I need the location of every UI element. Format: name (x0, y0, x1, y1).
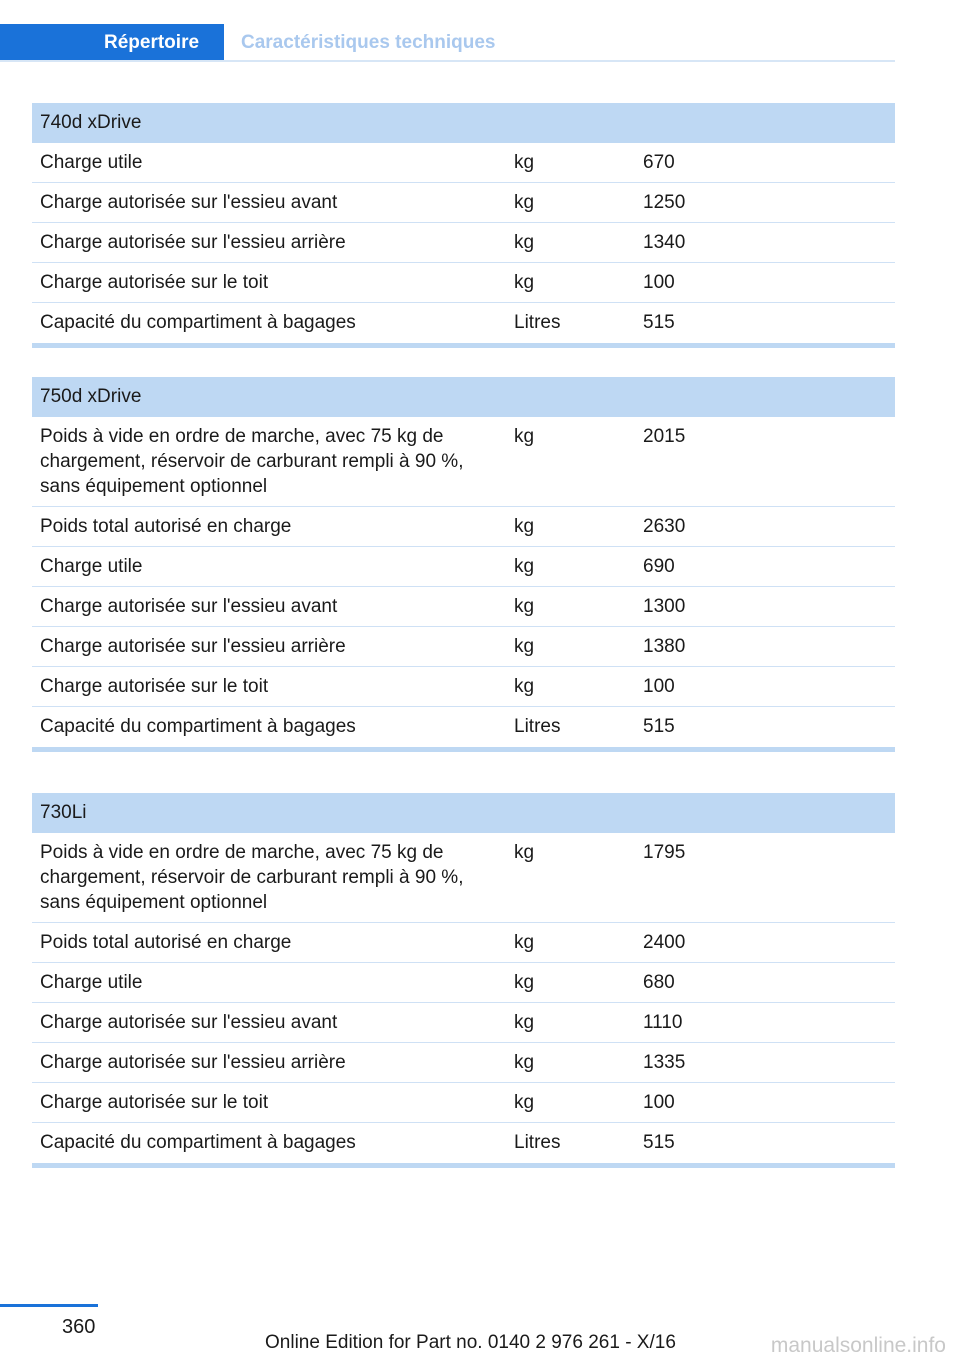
table-row (32, 707, 895, 747)
row-value: 1110 (643, 1012, 683, 1033)
spec-table-750d-xdrive (32, 377, 895, 752)
table-title: 750d xDrive (32, 377, 895, 417)
row-label: Charge utile (40, 152, 143, 173)
row-unit: kg (514, 1052, 535, 1073)
row-value: 515 (643, 716, 675, 737)
tab-caracteristiques-techniques[interactable]: Caractéristiques techniques (241, 32, 496, 53)
row-label: Poids à vide en ordre de marche, avec 75 kg de chargement, réservoir de carburant rempli à 90 %, sans équipement optionnel (40, 842, 464, 913)
row-label: Capacité du compartiment à bagages (40, 716, 356, 737)
row-label: Charge autorisée sur l'essieu avant (40, 192, 338, 213)
page-number: 360 (62, 1316, 96, 1338)
row-label: Charge autorisée sur le toit (40, 272, 269, 293)
table-bottom-rule (32, 747, 895, 752)
row-value: 100 (643, 272, 675, 293)
table-row (32, 627, 895, 667)
row-label: Poids total autorisé en charge (40, 516, 292, 537)
table-row (32, 923, 895, 963)
row-unit: kg (514, 636, 535, 657)
table-row (32, 1123, 895, 1163)
table-row (32, 963, 895, 1003)
row-value: 2630 (643, 516, 686, 537)
row-value: 100 (643, 1092, 675, 1113)
row-unit: Litres (514, 312, 561, 333)
row-unit: kg (514, 842, 535, 863)
row-unit: kg (514, 1012, 535, 1033)
row-value: 1340 (643, 232, 686, 253)
table-row (32, 183, 895, 223)
row-unit: kg (514, 232, 535, 253)
header-divider (0, 60, 895, 62)
table-row (32, 417, 895, 507)
table-row (32, 833, 895, 923)
row-label: Charge utile (40, 556, 143, 577)
watermark: manualsonline.info (770, 1334, 946, 1357)
row-unit: kg (514, 192, 535, 213)
table-row (32, 223, 895, 263)
row-label: Charge autorisée sur l'essieu arrière (40, 232, 346, 253)
row-value: 670 (643, 152, 675, 173)
table-row (32, 1083, 895, 1123)
row-unit: kg (514, 1092, 535, 1113)
page-header (0, 24, 895, 62)
row-value: 2400 (643, 932, 686, 953)
row-value: 690 (643, 556, 675, 577)
table-title: 740d xDrive (32, 103, 895, 143)
row-label: Charge autorisée sur le toit (40, 676, 269, 697)
table-bottom-rule (32, 1163, 895, 1168)
row-value: 515 (643, 312, 675, 333)
table-row (32, 143, 895, 183)
table-row (32, 667, 895, 707)
footer-accent-rule (0, 1304, 98, 1307)
table-row (32, 1043, 895, 1083)
row-label: Charge autorisée sur l'essieu arrière (40, 636, 346, 657)
table-row (32, 303, 895, 343)
row-unit: kg (514, 972, 535, 993)
row-label: Poids à vide en ordre de marche, avec 75 kg de chargement, réservoir de carburant rempli à 90 %, sans équipement optionnel (40, 426, 464, 497)
row-unit: Litres (514, 716, 561, 737)
row-label: Capacité du compartiment à bagages (40, 312, 356, 333)
row-value: 680 (643, 972, 675, 993)
row-unit: kg (514, 676, 535, 697)
row-value: 1380 (643, 636, 686, 657)
table-title: 730Li (32, 793, 895, 833)
row-value: 1250 (643, 192, 686, 213)
row-value: 1795 (643, 842, 686, 863)
edition-note: Online Edition for Part no. 0140 2 976 261 - X/16 (265, 1332, 676, 1353)
row-unit: kg (514, 426, 535, 447)
row-unit: kg (514, 516, 535, 537)
row-value: 100 (643, 676, 675, 697)
row-value: 1300 (643, 596, 686, 617)
table-row (32, 1003, 895, 1043)
row-label: Charge utile (40, 972, 143, 993)
row-value: 1335 (643, 1052, 686, 1073)
row-label: Poids total autorisé en charge (40, 932, 292, 953)
row-label: Charge autorisée sur l'essieu avant (40, 1012, 338, 1033)
row-unit: kg (514, 556, 535, 577)
row-unit: kg (514, 272, 535, 293)
row-unit: Litres (514, 1132, 561, 1153)
spec-table-740d-xdrive (32, 103, 895, 348)
table-row (32, 263, 895, 303)
row-label: Charge autorisée sur le toit (40, 1092, 269, 1113)
row-unit: kg (514, 596, 535, 617)
table-row (32, 587, 895, 627)
row-label: Charge autorisée sur l'essieu arrière (40, 1052, 346, 1073)
tab-repertoire[interactable]: Répertoire (0, 24, 224, 62)
row-label: Capacité du compartiment à bagages (40, 1132, 356, 1153)
row-label: Charge autorisée sur l'essieu avant (40, 596, 338, 617)
row-unit: kg (514, 932, 535, 953)
table-row (32, 547, 895, 587)
row-value: 515 (643, 1132, 675, 1153)
table-bottom-rule (32, 343, 895, 348)
row-unit: kg (514, 152, 535, 173)
row-value: 2015 (643, 426, 686, 447)
spec-table-730li (32, 793, 895, 1168)
table-row (32, 507, 895, 547)
